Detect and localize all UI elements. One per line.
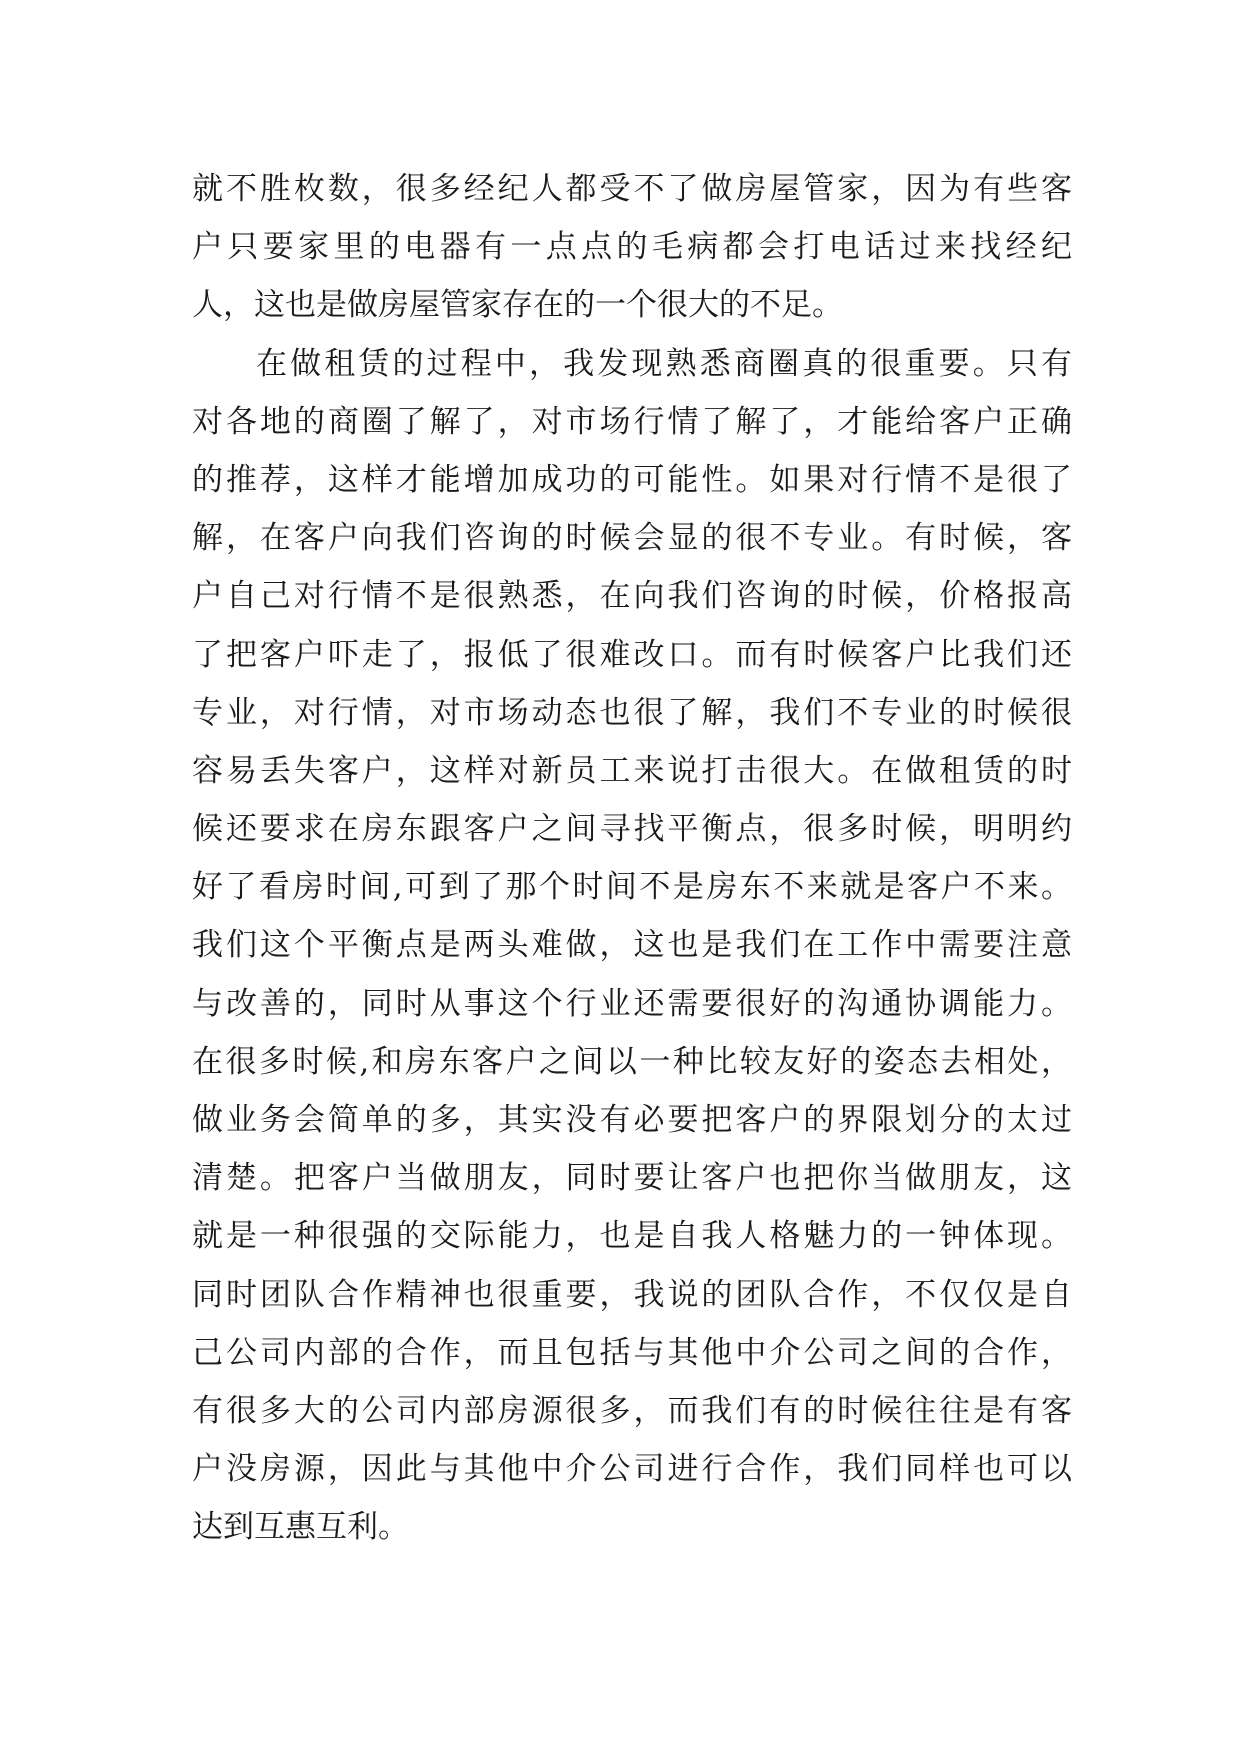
paragraph-first-line: 在做租赁的过程中，我发现熟悉商圈真的很重要。只有 [256, 345, 1072, 382]
text-line: 人，这也是做房屋管家存在的一个很大的不足。 [192, 287, 843, 324]
text-line: 己公司内部的合作，而且包括与其他中介公司之间的合作， [192, 1334, 1072, 1371]
text-line: 户没房源，因此与其他中介公司进行合作，我们同样也可以 [192, 1451, 1072, 1488]
text-line: 户只要家里的电器有一点点的毛病都会打电话过来找经纪 [192, 229, 1072, 266]
text-line: 与改善的，同时从事这个行业还需要很好的沟通协调能力。 [192, 985, 1072, 1022]
text-line: 容易丢失客户，这样对新员工来说打击很大。在做租赁的时 [192, 752, 1072, 789]
text-line: 的推荐，这样才能增加成功的可能性。如果对行情不是很了 [192, 461, 1072, 498]
body-text [192, 160, 1072, 1557]
text-line: 同时团队合作精神也很重要，我说的团队合作，不仅仅是自 [192, 1276, 1072, 1313]
text-line: 我们这个平衡点是两头难做，这也是我们在工作中需要注意 [192, 927, 1072, 964]
text-line: 户自己对行情不是很熟悉，在向我们咨询的时候，价格报高 [192, 578, 1072, 615]
text-line: 好了看房时间,可到了那个时间不是房东不来就是客户不来。 [192, 869, 1072, 906]
text-line: 专业，对行情，对市场动态也很了解，我们不专业的时候很 [192, 694, 1072, 731]
text-line: 做业务会简单的多，其实没有必要把客户的界限划分的太过 [192, 1102, 1072, 1138]
text-line: 达到互惠互利。 [192, 1509, 409, 1546]
text-line: 清楚。把客户当做朋友，同时要让客户也把你当做朋友，这 [192, 1160, 1072, 1197]
text-line: 就是一种很强的交际能力，也是自我人格魅力的一钟体现。 [192, 1218, 1072, 1255]
text-line: 解，在客户向我们咨询的时候会显的很不专业。有时候，客 [192, 520, 1072, 557]
text-line: 对各地的商圈了解了，对市场行情了解了，才能给客户正确 [192, 403, 1072, 440]
text-line: 在很多时候,和房东客户之间以一种比较友好的姿态去相处， [192, 1043, 1072, 1080]
text-line: 就不胜枚数，很多经纪人都受不了做房屋管家，因为有些客 [192, 171, 1072, 207]
text-line: 有很多大的公司内部房源很多，而我们有的时候往往是有客 [192, 1392, 1072, 1429]
text-line: 了把客户吓走了，报低了很难改口。而有时候客户比我们还 [192, 636, 1072, 673]
text-line: 候还要求在房东跟客户之间寻找平衡点，很多时候，明明约 [192, 811, 1072, 848]
